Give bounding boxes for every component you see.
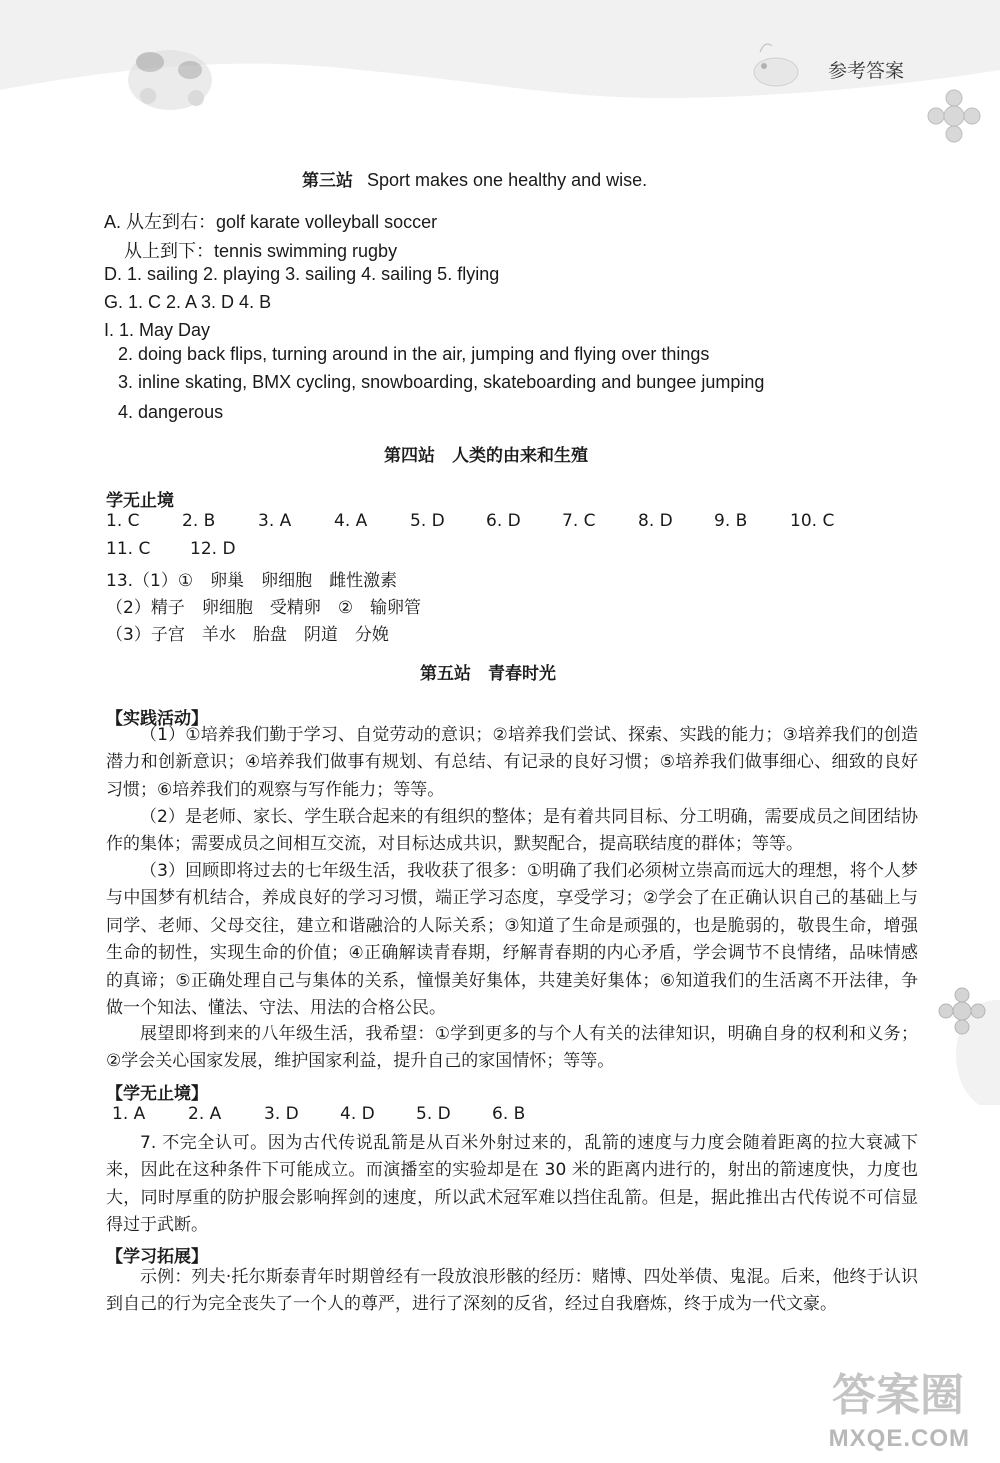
answer-item: 6. B	[492, 1104, 526, 1124]
flower-decoration-icon	[924, 86, 984, 146]
practice-paragraph-4: 展望即将到来的八年级生活，我希望：①学到更多的与个人有关的法律知识，明确自身的权利和义务；②学会关心国家发展，维护国家利益，提升自己的家国情怀；等等。	[106, 1024, 918, 1072]
question-7-answer: 7. 不完全认可。因为古代传说乱箭是从百米外射过来的，乱箭的速度与力度会随着距离的拉大衰减下来，因此在这种条件下可能成立。而演播室的实验却是在 30 米的距离内进行的，射出的箭速度快，力度也大，同时厚重的防护服会影响挥剑的速度，所以武术冠军难以挡住乱箭。但是，据此推出古代传说不可信显得过于武断。	[106, 1133, 918, 1236]
answer-item: 5. D	[410, 511, 445, 531]
answer-item: 4. D	[340, 1104, 375, 1124]
header-title: 参考答案	[827, 60, 904, 82]
station3-answer-line: 从上到下：tennis swimming rugby	[124, 241, 398, 261]
flower-decoration-icon	[936, 985, 1000, 1105]
practice-heading: 【实践活动】	[106, 709, 208, 729]
watermark-logo: 答案圈	[832, 1370, 964, 1421]
station4-answer-row	[106, 539, 266, 559]
practice-paragraph-3: （3）回顾即将过去的七年级生活，我收获了很多：①明确了我们必须树立崇高而远大的理想，将个人梦与中国梦有机结合，养成良好的学习习惯，端正学习态度，享受学习；②学会了在正确认识自己的基础上与同学、老师、父母交往，建立和谐融洽的人际关系；③知道了生命是顽强的，也是脆弱的，敬畏生命，增强生命的韧性，实现生命的价值；④正确解读青春期，纾解青春期的内心矛盾，学会调节不良情绪，品味情感的真谛；⑤正确处理自己与集体的关系，憧憬美好集体，共建美好集体；⑥知道我们的生活离不开法律，争做一个知法、懂法、守法、用法的合格公民。	[106, 861, 918, 1019]
extend-heading: 【学习拓展】	[106, 1247, 208, 1267]
answer-item: 12. D	[190, 539, 236, 559]
answer-item: 3. D	[264, 1104, 299, 1124]
station3-answer-line: 4. dangerous	[118, 402, 224, 422]
answer-item: 9. B	[714, 511, 748, 531]
station4-q13-1: 13.（1）① 卵巢 卵细胞 雌性激素	[106, 571, 398, 591]
study-heading: 【学无止境】	[106, 1084, 208, 1104]
station3-answer-line: I. 1. May Day	[104, 320, 211, 340]
answer-item: 8. D	[638, 511, 673, 531]
answer-item: 7. C	[562, 511, 596, 531]
station3-title	[302, 166, 647, 191]
watermark-url: MXQE.COM	[828, 1425, 970, 1452]
extend-example: 示例：列夫·托尔斯泰青年时期曾经有一段放浪形骸的经历：赌博、四处举债、鬼混。后来，他终于认识到自己的行为完全丧失了一个人的尊严，进行了深刻的反省，经过自我磨炼，终于成为一代文豪。	[106, 1267, 918, 1315]
station4-q13-3: （3）子宫 羊水 胎盘 阴道 分娩	[106, 625, 389, 645]
station3-title-cn: 第三站	[302, 171, 353, 191]
answer-item: 10. C	[790, 511, 835, 531]
practice-paragraph-2: （2）是老师、家长、学生联合起来的有组织的整体；是有着共同目标、分工明确，需要成员之间团结协作的集体；需要成员之间相互交流，对目标达成共识，默契配合，提高联结度的群体；等等。	[106, 807, 918, 855]
station4-answer-row	[106, 511, 850, 531]
answer-item: 11. C	[106, 539, 151, 559]
header-decoration	[0, 0, 1000, 110]
station4-q13-2: （2）精子 卵细胞 受精卵 ② 输卵管	[106, 598, 422, 618]
answer-item: 5. D	[416, 1104, 451, 1124]
practice-paragraph-1: （1）①培养我们勤于学习、自觉劳动的意识；②培养我们尝试、探索、实践的能力；③培养我们的创造潜力和创新意识；④培养我们做事有规划、有总结、有记录的良好习惯；⑤培养我们做事细心、细致的良好习惯；⑥培养我们的观察与写作能力；等等。	[106, 725, 918, 800]
station4-subhead: 学无止境	[106, 491, 174, 511]
raccoon-illustration-icon	[128, 50, 212, 110]
station3-answer-line: A. 从左到右：golf karate volleyball soccer	[104, 212, 438, 232]
station3-title-en: Sport makes one healthy and wise.	[367, 170, 648, 190]
answer-item: 2. B	[182, 511, 216, 531]
station5-answer-row	[112, 1104, 568, 1124]
answer-item: 1. C	[106, 511, 140, 531]
station4-title: 第四站 人类的由来和生殖	[384, 446, 588, 466]
answer-item: 1. A	[112, 1104, 146, 1124]
answer-item: 3. A	[258, 511, 292, 531]
station3-answer-line: 3. inline skating, BMX cycling, snowboarding, skateboarding and bungee jumping	[118, 372, 765, 392]
answer-item: 4. A	[334, 511, 368, 531]
station3-answer-line: G. 1. C 2. A 3. D 4. B	[104, 292, 272, 312]
answer-item: 6. D	[486, 511, 521, 531]
station5-title: 第五站 青春时光	[420, 664, 556, 684]
station3-answer-line: 2. doing back flips, turning around in the air, jumping and flying over things	[118, 344, 710, 364]
answer-item: 2. A	[188, 1104, 222, 1124]
station3-answer-line: D. 1. sailing 2. playing 3. sailing 4. sailing 5. flying	[104, 264, 500, 284]
